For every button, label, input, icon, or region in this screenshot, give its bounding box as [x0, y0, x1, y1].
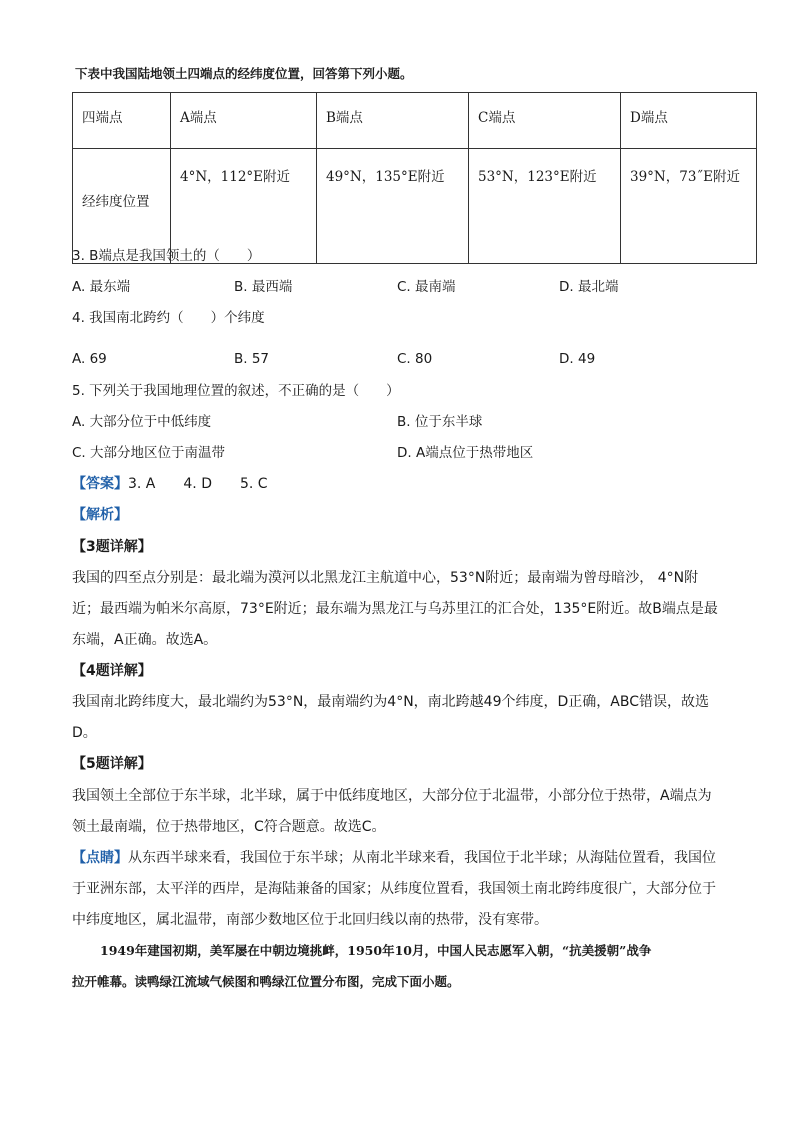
detail-3-line: 我国的四至点分别是：最北端为漠河以北黑龙江主航道中心，53°N附近；最南端为曾母暗沙， 4°N附	[72, 570, 699, 586]
table-header-row	[73, 93, 757, 149]
table-cell: 53°N，123°E附近	[469, 149, 621, 264]
detail-5-line: 领土最南端，位于热带地区，C符合题意。故选C。	[72, 819, 386, 835]
table-header-cell: C端点	[469, 93, 621, 149]
table-cell: 39°N，73˝E附近	[621, 149, 757, 264]
detail-4-line: 我国南北跨纬度大，最北端约为53°N，最南端约为4°N，南北跨越49个纬度，D正确，ABC错误，故选	[72, 694, 709, 710]
question-3-option-d: D. 最北端	[559, 279, 619, 295]
tip-line: 于亚洲东部，太平洋的西岸，是海陆兼备的国家；从纬度位置看，我国领土南北跨纬度很广，大部分位于	[72, 881, 716, 897]
tip-text: 从东西半球来看，我国位于东半球；从南北半球来看，我国位于北半球；从海陆位置看，我国位	[128, 850, 716, 866]
question-4-option-c: C. 80	[397, 351, 433, 367]
detail-4-line: D。	[72, 725, 97, 741]
table-header-cell: 四端点	[73, 93, 171, 149]
closing-line: 1949年建国初期，美军屡在中朝边境挑衅，1950年10月，中国人民志愿军入朝，“抗美援朝”战争	[100, 943, 652, 958]
question-5-stem: 5. 下列关于我国地理位置的叙述，不正确的是（ ）	[72, 383, 400, 399]
table-header-cell: D端点	[621, 93, 757, 149]
closing-line: 拉开帷幕。读鸭绿江流域气候图和鸭绿江位置分布图，完成下面小题。	[72, 974, 460, 989]
detail-3-line: 近；最西端为帕米尔高原，73°E附近；最东端为黑龙江与乌苏里江的汇合处，135°E附近。故B端点是最	[72, 601, 718, 617]
question-5-option-b: B. 位于东半球	[397, 414, 483, 430]
question-4-stem: 4. 我国南北跨约（ ）个纬度	[72, 310, 265, 326]
analysis-label: 【解析】	[72, 507, 128, 523]
tip-line: 中纬度地区，属北温带，南部少数地区位于北回归线以南的热带，没有寒带。	[72, 912, 548, 928]
detail-4-title: 【4题详解】	[72, 663, 152, 679]
table-header-cell: A端点	[171, 93, 317, 149]
question-5-option-c: C. 大部分地区位于南温带	[72, 445, 226, 461]
question-5-option-d: D. A端点位于热带地区	[397, 445, 534, 461]
detail-5-line: 我国领土全部位于东半球，北半球，属于中低纬度地区，大部分位于北温带，小部分位于热带，A端点为	[72, 788, 712, 804]
detail-5-title: 【5题详解】	[72, 756, 152, 772]
question-3-option-a: A. 最东端	[72, 279, 131, 295]
question-4-option-a: A. 69	[72, 351, 107, 367]
table-cell: 4°N，112°E附近	[171, 149, 317, 264]
table-header-cell: B端点	[317, 93, 469, 149]
detail-3-line: 东端，A正确。故选A。	[72, 632, 218, 648]
intro-text: 下表中我国陆地领土四端点的经纬度位置，回答第下列小题。	[75, 66, 413, 81]
question-3-option-b: B. 最西端	[234, 279, 293, 295]
answer-text: 3. A 4. D 5. C	[128, 476, 268, 492]
detail-3-title: 【3题详解】	[72, 539, 152, 555]
answer-label: 【答案】	[72, 476, 128, 492]
question-5-option-a: A. 大部分位于中低纬度	[72, 414, 212, 430]
question-3-stem: 3. B端点是我国领土的（ ）	[72, 248, 261, 264]
question-3-option-c: C. 最南端	[397, 279, 456, 295]
question-4-option-b: B. 57	[234, 351, 270, 367]
question-4-option-d: D. 49	[559, 351, 596, 367]
answer-line	[72, 474, 268, 494]
tip-line	[72, 848, 716, 868]
table-row-label: 经纬度位置	[73, 149, 171, 264]
table-cell: 49°N，135°E附近	[317, 149, 469, 264]
endpoints-table	[72, 92, 757, 264]
tip-label: 【点睛】	[72, 850, 128, 866]
